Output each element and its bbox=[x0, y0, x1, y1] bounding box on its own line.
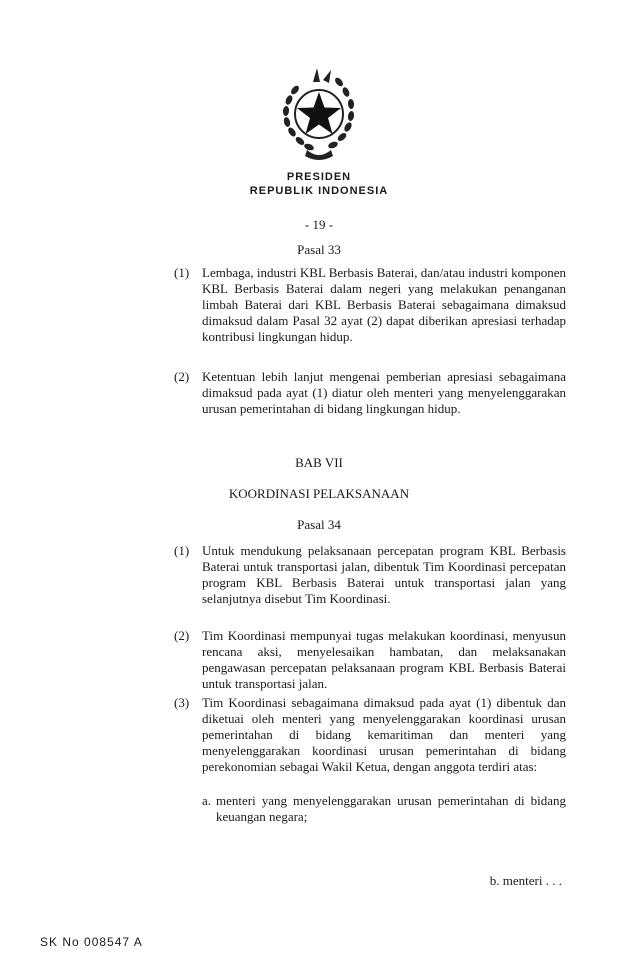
pasal-34-title: Pasal 34 bbox=[297, 517, 341, 532]
pasal-34-ayat-1 bbox=[174, 543, 566, 607]
subitem-text: menteri yang menyelenggarakan urusan pemerintahan di bidang keuangan negara; bbox=[216, 793, 566, 824]
ayat-number: (2) bbox=[174, 369, 190, 384]
continuation-note: b. menteri . . . bbox=[489, 873, 562, 888]
document-serial-number: SK No 008547 A bbox=[40, 935, 143, 949]
bab-number: BAB VII bbox=[295, 455, 343, 470]
ayat-number: (3) bbox=[174, 695, 190, 710]
pasal-34-subitem-a bbox=[202, 793, 566, 825]
page-number: - 19 - bbox=[304, 217, 334, 232]
ayat-text: Ketentuan lebih lanjut mengenai pemberian apresiasi sebagaimana dimaksud pada ayat (1) diatur oleh menteri yang menyelenggarakan urusan pemerintahan di bidang lingkungan hidup. bbox=[202, 369, 566, 416]
subitem-letter: a. bbox=[202, 793, 212, 808]
garuda-emblem bbox=[273, 64, 365, 164]
ayat-text: Untuk mendukung pelaksanaan percepatan program KBL Berbasis Baterai untuk transportasi jalan, dibentuk Tim Koordinasi percepatan program KBL Berbasis Baterai untuk transportasi jalan yang selanjutnya disebut Tim Koordinasi. bbox=[202, 543, 566, 606]
ayat-number: (1) bbox=[174, 265, 190, 280]
pasal-33-ayat-2 bbox=[174, 369, 566, 417]
header-republik: REPUBLIK INDONESIA bbox=[249, 185, 389, 197]
ayat-number: (1) bbox=[174, 543, 190, 558]
ayat-number: (2) bbox=[174, 628, 190, 643]
bab-title: KOORDINASI PELAKSANAAN bbox=[228, 486, 410, 501]
header-presiden: PRESIDEN bbox=[286, 171, 352, 183]
pasal-33-title: Pasal 33 bbox=[297, 242, 341, 257]
pasal-34-ayat-2 bbox=[174, 628, 566, 692]
ayat-text: Tim Koordinasi sebagaimana dimaksud pada ayat (1) dibentuk dan diketuai oleh menteri yang menyelenggarakan koordinasi urusan pemerintahan di bidang kemaritiman dan menteri yang menyelenggarakan koordinasi urusan pemerintahan di bidang perekonomian sebagai Wakil Ketua, dengan anggota terdiri atas: bbox=[202, 695, 566, 774]
ayat-text: Lembaga, industri KBL Berbasis Baterai, dan/atau industri komponen KBL Berbasis Baterai dalam negeri yang melakukan penanganan limbah Baterai dari KBL Berbasis Baterai sebagaimana dimaksud dimaksud dalam Pasal 32 ayat (2) dapat diberikan apresiasi terhadap kontribusi lingkungan hidup. bbox=[202, 265, 566, 344]
ayat-text: Tim Koordinasi mempunyai tugas melakukan koordinasi, menyusun rencana aksi, menyelesaikan hambatan, dan melaksanakan pengawasan percepatan pelaksanaan program KBL Berbasis Baterai untuk transportasi jalan. bbox=[202, 628, 566, 691]
pasal-34-ayat-3 bbox=[174, 695, 566, 775]
pasal-33-ayat-1 bbox=[174, 265, 566, 345]
